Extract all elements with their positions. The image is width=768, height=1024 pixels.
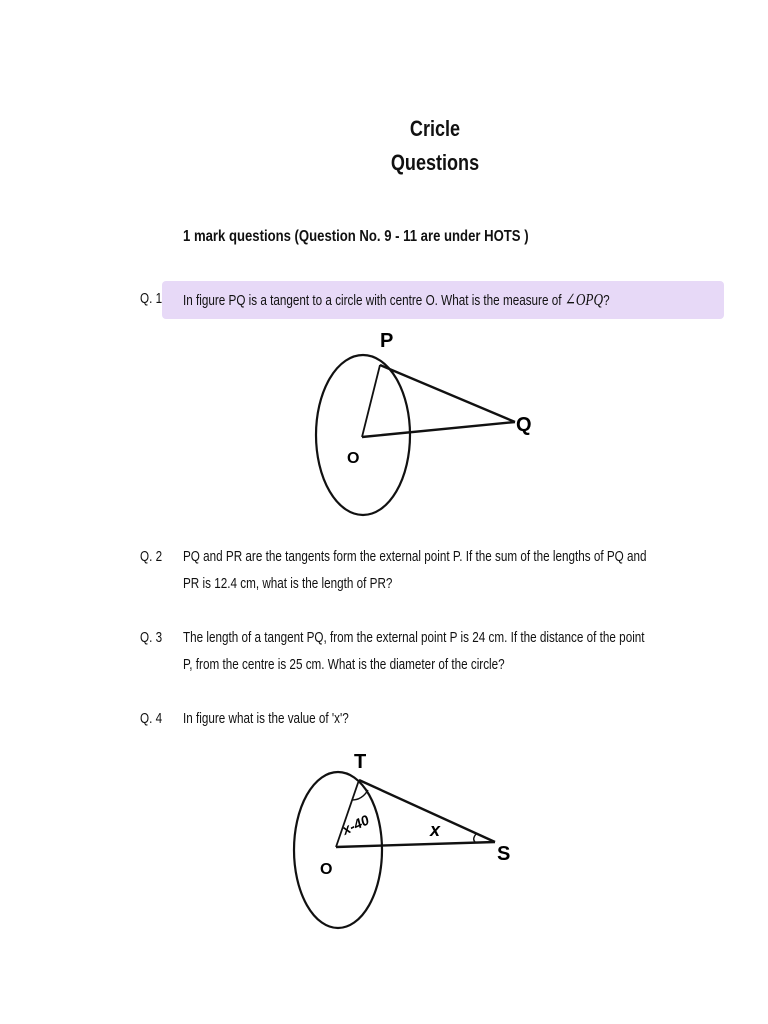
question-3-line-1: The length of a tangent PQ, from the external point P is 24 cm. If the distance of the point	[183, 629, 645, 646]
figure-2-label-t: T	[354, 751, 367, 773]
figure-1-label-p: P	[380, 330, 394, 352]
figure-2-label-o: O	[320, 861, 333, 878]
figure-2-line-os	[336, 842, 495, 847]
figure-2-tangent-diagram	[280, 750, 540, 940]
page-subtitle: Questions	[390, 150, 480, 175]
question-1-number: Q. 1	[140, 290, 163, 307]
angle-formula: ∠OPQ	[564, 290, 604, 309]
figure-2-circle	[294, 772, 382, 928]
figure-1-tangent-diagram	[300, 325, 550, 525]
section-heading: 1 mark questions (Question No. 9 - 11 are under HOTS )	[183, 228, 529, 245]
question-2-line-2: PR is 12.4 cm, what is the length of PR?	[183, 575, 393, 592]
question-1-line: In figure PQ is a tangent to a circle with centre O. What is the measure of	[183, 292, 562, 309]
figure-2-angle-label-t: x-40	[339, 811, 372, 838]
question-4-text: In figure what is the value of 'x'?	[183, 710, 349, 727]
figure-1-label-q: Q	[516, 414, 532, 436]
page-title: Cricle	[409, 116, 461, 141]
figure-2-label-s: S	[497, 843, 511, 865]
question-1-text	[183, 290, 610, 310]
question-1-tail: ?	[603, 292, 610, 309]
figure-1-tangent-pq	[380, 365, 515, 422]
figure-1-radius-op	[362, 365, 380, 437]
question-3-line-2: P, from the centre is 25 cm. What is the diameter of the circle?	[183, 656, 505, 673]
question-3-number: Q. 3	[140, 629, 163, 646]
question-4-number: Q. 4	[140, 710, 163, 727]
figure-1-label-o: O	[347, 450, 360, 467]
question-2-number: Q. 2	[140, 548, 163, 565]
question-2-line-1: PQ and PR are the tangents form the external point P. If the sum of the lengths of PQ and	[183, 548, 647, 565]
figure-2-angle-arc-s	[474, 834, 476, 842]
figure-2-tangent-ts	[359, 780, 495, 842]
figure-2-angle-label-s: x	[430, 820, 441, 840]
figure-1-line-oq	[362, 422, 515, 437]
